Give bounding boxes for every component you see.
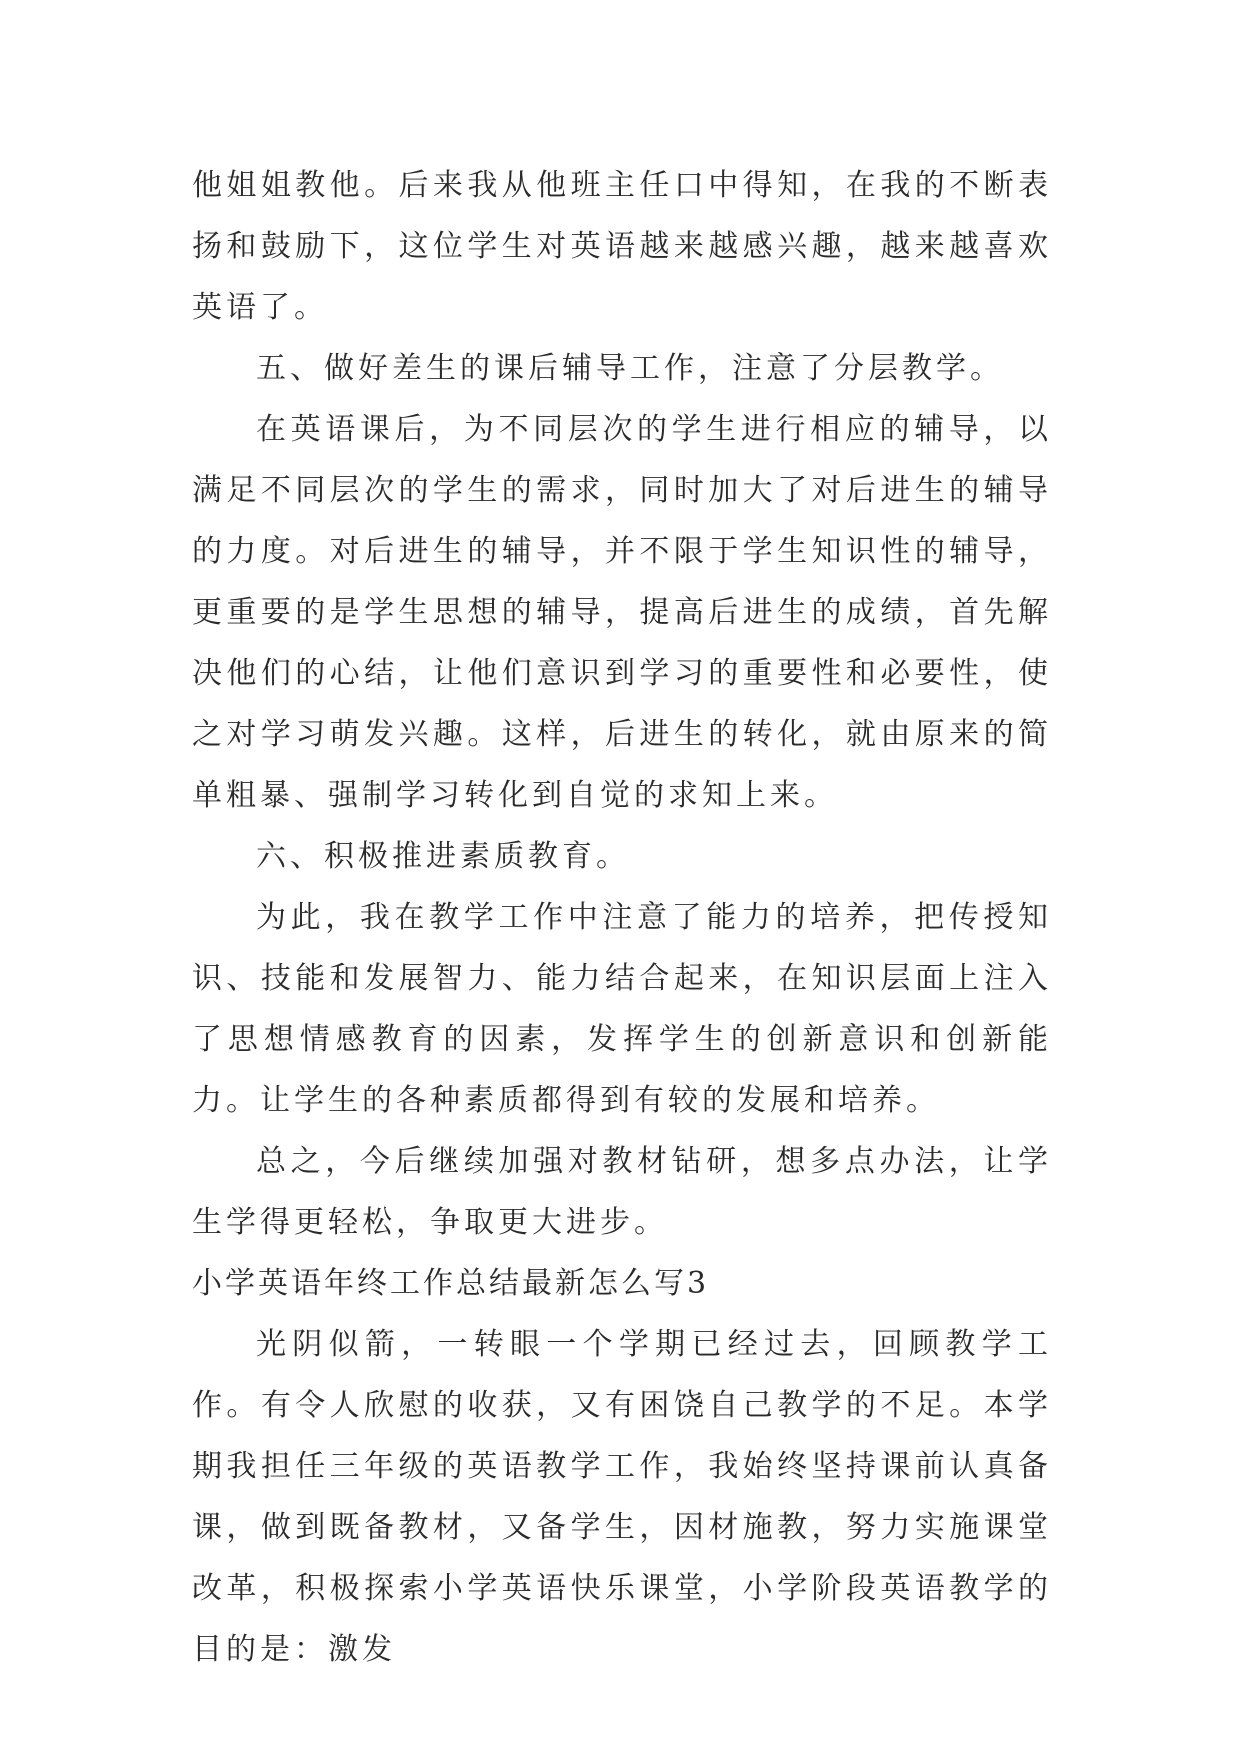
paragraph-tutoring: 在英语课后，为不同层次的学生进行相应的辅导，以满足不同层次的学生的需求，同时加大了对后进生的辅导的力度。对后进生的辅导，并不限于学生知识性的辅导，更重要的是学生思想的辅导，提高后进生的成绩，首先解决他们的心结，让他们意识到学习的重要性和必要性，使之对学习萌发兴趣。这样，后进生的转化，就由原来的简单粗暴、强制学习转化到自觉的求知上来。 [192,412,1052,813]
paragraph-intro: 光阴似箭，一转眼一个学期已经过去，回顾教学工作。有令人欣慰的收获，又有困饶自己教学的不足。本学期我担任三年级的英语教学工作，我始终坚持课前认真备课，做到既备教材，又备学生，因材施教，努力实施课堂改革，积极探索小学英语快乐课堂，小学阶段英语教学的目的是：激发 [192,1327,1052,1667]
section-heading-six: 六、积极推进素质教育。 [256,839,630,874]
document-body [192,155,1052,1680]
section-heading-five: 五、做好差生的课后辅导工作，注意了分层教学。 [256,351,1004,386]
paragraph-conclusion: 总之，今后继续加强对教材钻研，想多点办法，让学生学得更轻松，争取更大进步。 [192,1144,1052,1240]
paragraph-quality-education: 为此，我在教学工作中注意了能力的培养，把传授知识、技能和发展智力、能力结合起来，在知识层面上注入了思想情感教育的因素，发挥学生的创新意识和创新能力。让学生的各种素质都得到有较的发展和培养。 [192,900,1052,1118]
paragraph-continuation: 他姐姐教他。后来我从他班主任口中得知，在我的不断表扬和鼓励下，这位学生对英语越来越感兴趣，越来越喜欢英语了。 [192,168,1052,325]
document-title: 小学英语年终工作总结最新怎么写3 [192,1266,710,1301]
